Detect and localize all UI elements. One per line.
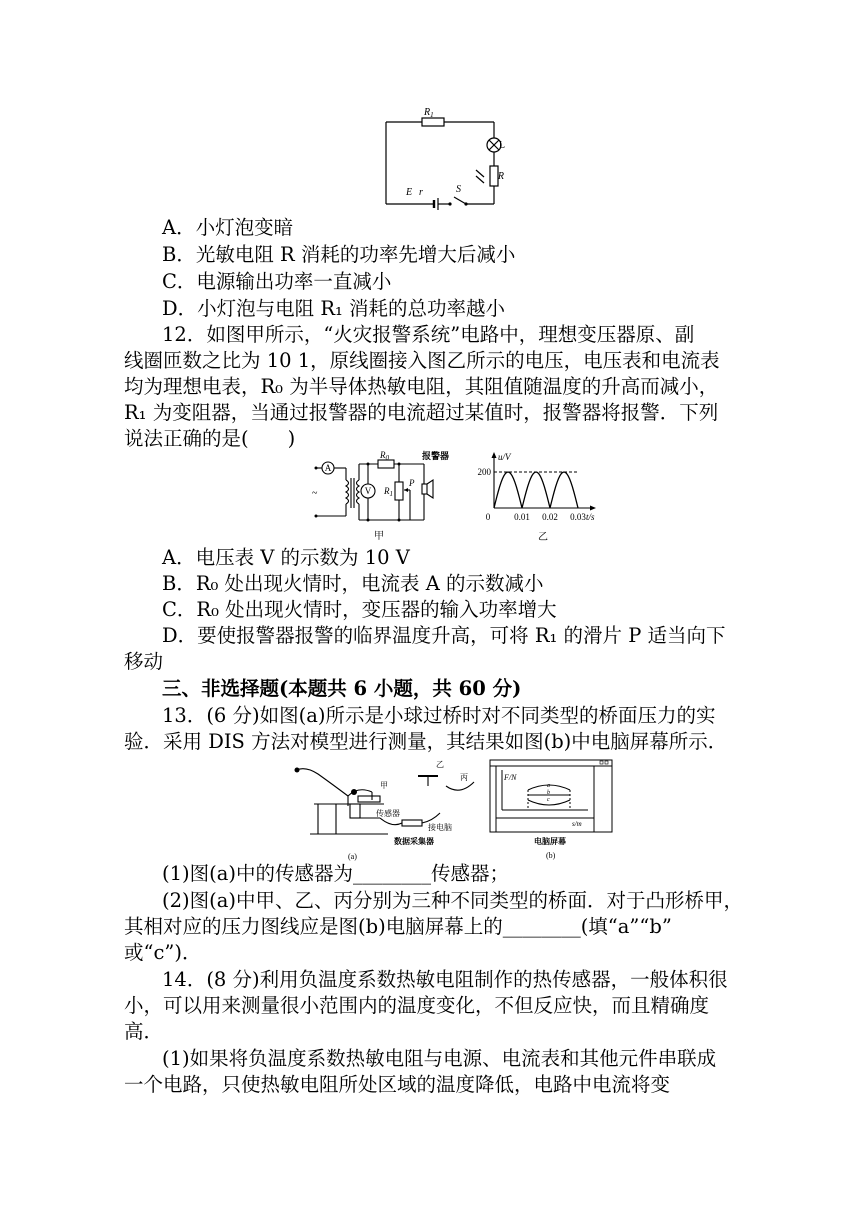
x-tick-label: 0.03 (570, 512, 586, 522)
q11-option-d: D．小灯泡与电阻 R₁ 消耗的总功率越小 (162, 297, 506, 320)
q12-stem-line: 均为理想电表，R₀ 为半导体热敏电阻，其阻值随温度的升高而减小， (124, 375, 719, 398)
voltage-series-line (494, 472, 578, 508)
q13-part-2: (2)图(a)中甲、乙、丙分别为三种不同类型的桥面．对于凸形桥甲， (162, 889, 743, 912)
svg-text:E: E (406, 187, 413, 198)
q12-option-c: C．R₀ 处出现火情时，变压器的输入功率增大 (162, 598, 557, 621)
svg-text:R1: $R_1$ (384, 486, 393, 498)
q12-option-d: D．要使报警器报警的临界温度升高，可将 R₁ 的滑片 P 适当向下 (162, 624, 726, 647)
svg-text:传感器: 传感器 (376, 809, 400, 818)
svg-text:A: A (324, 463, 332, 473)
svg-text:丙: 丙 (460, 773, 468, 782)
q11-option-a: A．小灯泡变暗 (162, 216, 294, 239)
svg-text:数据采集器: 数据采集器 (394, 837, 434, 846)
q12-option-d-continued: 移动 (124, 650, 164, 673)
svg-text:乙: 乙 (436, 760, 444, 769)
svg-text:P: P (409, 478, 415, 488)
svg-text:电脑屏幕: 电脑屏幕 (534, 837, 566, 846)
svg-text:R0: $R_0$ (380, 450, 389, 462)
svg-text:S: S (456, 184, 461, 195)
y-axis-label: u/V (498, 452, 511, 462)
x-axis-arrow (590, 506, 596, 511)
q13-part-2-continued: 或“c”)． (124, 941, 202, 964)
svg-text:F/N: F/N (504, 773, 517, 782)
x-tick-label: 0.02 (542, 512, 558, 522)
q14-part-1: (1)如果将负温度系数热敏电阻与电源、电流表和其他元件串联成 (162, 1047, 717, 1070)
svg-text:(a): (a) (348, 852, 357, 861)
q12-stem-line: 线圈匝数之比为 10 1，原线圈接入图乙所示的电压，电压表和电流表 (124, 349, 720, 372)
x-axis-label: t/s (586, 512, 595, 522)
svg-text:b: b (547, 790, 550, 796)
svg-text:R: R (497, 171, 504, 182)
svg-text:(b): (b) (546, 851, 556, 860)
q14-stem-line: 14．(8 分)利用负温度系数热敏电阻制作的热传感器，一般体积很 (162, 968, 728, 991)
svg-text:报警器: 报警器 (422, 451, 450, 461)
svg-text:R1: $R_1$ (424, 107, 434, 119)
q11-circuit-diagram (384, 104, 504, 210)
svg-text:甲: 甲 (374, 531, 384, 542)
q14-part-1-continued: 一个电路，只使热敏电阻所处区域的温度降低，电路中电流将变 (124, 1073, 671, 1096)
q14-stem-line: 高． (124, 1020, 164, 1043)
svg-text:L: L (498, 140, 505, 151)
q13-part-1: (1)图(a)中的传感器为________传感器； (162, 862, 509, 885)
svg-text:甲: 甲 (380, 781, 388, 790)
q12-option-b: B．R₀ 处出现火情时，电流表 A 的示数减小 (162, 572, 544, 595)
q11-option-c: C．电源输出功率一直减小 (162, 270, 392, 293)
q13-stem-line: 验．采用 DIS 方法对模型进行测量，其结果如图(b)中电脑屏幕所示． (124, 730, 728, 753)
svg-text:r: r (419, 187, 423, 198)
svg-text:接电脑: 接电脑 (428, 823, 452, 832)
q12-stem-line: R₁ 为变阻器，当通过报警器的电流超过某值时，报警器将报警．下列 (124, 401, 719, 424)
q13-figure-a (288, 758, 478, 864)
q13-part-2-continued: 其相对应的压力图线应是图(b)电脑屏幕上的________(填“a”“b” (124, 915, 672, 938)
svg-text:V: V (364, 486, 372, 496)
svg-text:s/m: s/m (572, 820, 582, 828)
y-axis-arrow (492, 452, 497, 458)
y-tick-label: 200 (477, 467, 491, 477)
x-tick-label: 0 (485, 512, 491, 522)
svg-text:c: c (547, 797, 550, 803)
q12-figure-jia (306, 450, 466, 542)
svg-text:~: ~ (312, 488, 318, 499)
svg-text:a: a (547, 783, 550, 789)
q12-stem-line: 说法正确的是( ) (124, 427, 296, 450)
q11-option-b: B．光敏电阻 R 消耗的功率先增大后减小 (162, 243, 516, 266)
q13-figure-b-screen (488, 758, 614, 862)
figure-caption: 乙 (538, 532, 548, 543)
q12-figure-yi-chart (478, 450, 598, 544)
q14-stem-line: 小，可以用来测量很小范围内的温度变化，不但反应快，而且精确度 (124, 994, 710, 1017)
q13-stem-line: 13．(6 分)如图(a)所示是小球过桥时对不同类型的桥面压力的实 (162, 704, 716, 727)
section-heading: 三、非选择题(本题共 6 小题，共 60 分) (162, 677, 522, 700)
q12-stem-line: 12．如图甲所示，“火灾报警系统”电路中，理想变压器原、副 (162, 323, 695, 346)
x-tick-label: 0.01 (514, 512, 530, 522)
q12-option-a: A．电压表 V 的示数为 10 V (162, 546, 410, 569)
